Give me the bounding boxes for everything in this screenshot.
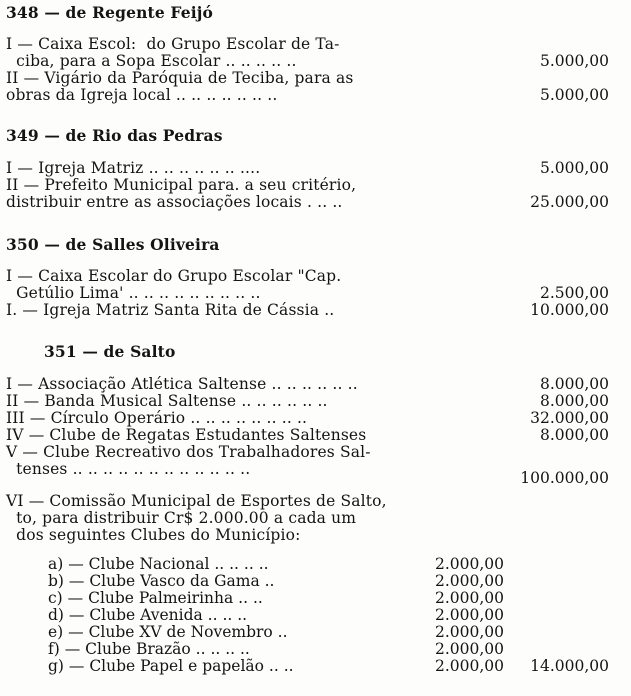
club-label: d) — Clube Avenida .. .. ..: [48, 606, 248, 624]
club-value: 2.000,00: [434, 640, 504, 658]
entry-amount: 10.000,00: [530, 301, 609, 319]
entry-line: I. — Igreja Matriz Santa Rita de Cássia ..: [6, 301, 335, 319]
entry-line: distribuir entre as associações locais . .. ..: [6, 193, 343, 211]
entry-line: II — Prefeito Municipal para. a seu critério,: [6, 176, 357, 194]
club-value: 2.000,00: [434, 623, 504, 641]
entry-line: tenses .. .. .. .. .. .. .. .. .. .. .. ..: [6, 460, 251, 478]
clubs-total-amount: 14.000,00: [530, 657, 609, 675]
club-value: 2.000,00: [434, 657, 504, 675]
entry-line: VI — Comissão Municipal de Esportes de Salto,: [6, 492, 387, 510]
entry-line: ciba, para a Sopa Escolar .. .. .. .. ..: [6, 52, 297, 70]
entry-amount: 5.000,00: [539, 159, 609, 177]
entry-line: I — Caixa Escol: do Grupo Escolar de Ta-: [6, 35, 340, 53]
club-label: e) — Clube XV de Novembro ..: [48, 623, 288, 641]
section-heading: 348 — de Regente Feijó: [6, 3, 214, 22]
entry-amount: 5.000,00: [539, 86, 609, 104]
entry-line: III — Círculo Operário .. .. .. .. .. .. .. ..: [6, 409, 308, 427]
club-label: g) — Clube Papel e papelão .. ..: [48, 657, 294, 675]
club-label: f) — Clube Brazão .. .. .. ..: [48, 640, 250, 658]
club-value: 2.000,00: [434, 606, 504, 624]
section-heading: 350 — de Salles Oliveira: [6, 235, 220, 254]
entry-line: obras da Igreja local .. .. .. .. .. .. ..: [6, 86, 278, 104]
entry-amount: 8.000,00: [539, 375, 609, 393]
club-value: 2.000,00: [434, 589, 504, 607]
entry-line: I — Igreja Matriz .. .. .. .. .. .. ....: [6, 159, 261, 177]
club-label: a) — Clube Nacional .. .. .. ..: [48, 555, 269, 573]
entry-amount: 8.000,00: [539, 426, 609, 444]
entry-amount: 100.000,00: [520, 469, 609, 487]
entry-amount: 32.000,00: [530, 409, 609, 427]
entry-amount: 5.000,00: [539, 52, 609, 70]
section-heading: 349 — de Rio das Pedras: [6, 126, 223, 145]
entry-line: V — Clube Recreativo dos Trabalhadores Sal-: [6, 443, 371, 461]
entry-line: I — Associação Atlética Saltense .. .. .. .. .. ..: [6, 375, 358, 393]
entry-line: to, para distribuir Cr$ 2.000.00 a cada um: [6, 509, 357, 527]
entry-amount: 8.000,00: [539, 392, 609, 410]
entry-amount: 25.000,00: [530, 193, 609, 211]
club-label: c) — Clube Palmeirinha .. ..: [48, 589, 263, 607]
club-label: b) — Clube Vasco da Gama ..: [48, 572, 275, 590]
entry-line: II — Vigário da Paróquia de Teciba, para as: [6, 69, 354, 87]
entry-amount: 2.500,00: [539, 284, 609, 302]
club-value: 2.000,00: [434, 555, 504, 573]
entry-line: Getúlio Lima' .. .. .. .. .. .. .. .. ..: [6, 284, 261, 302]
entry-line: IV — Clube de Regatas Estudantes Saltenses: [6, 426, 367, 444]
entry-line: dos seguintes Clubes do Município:: [6, 526, 301, 544]
entry-line: I — Caixa Escolar do Grupo Escolar "Cap.: [6, 267, 342, 285]
club-value: 2.000,00: [434, 572, 504, 590]
section-heading: 351 — de Salto: [44, 342, 176, 361]
entry-line: II — Banda Musical Saltense .. .. .. .. .. ..: [6, 392, 328, 410]
